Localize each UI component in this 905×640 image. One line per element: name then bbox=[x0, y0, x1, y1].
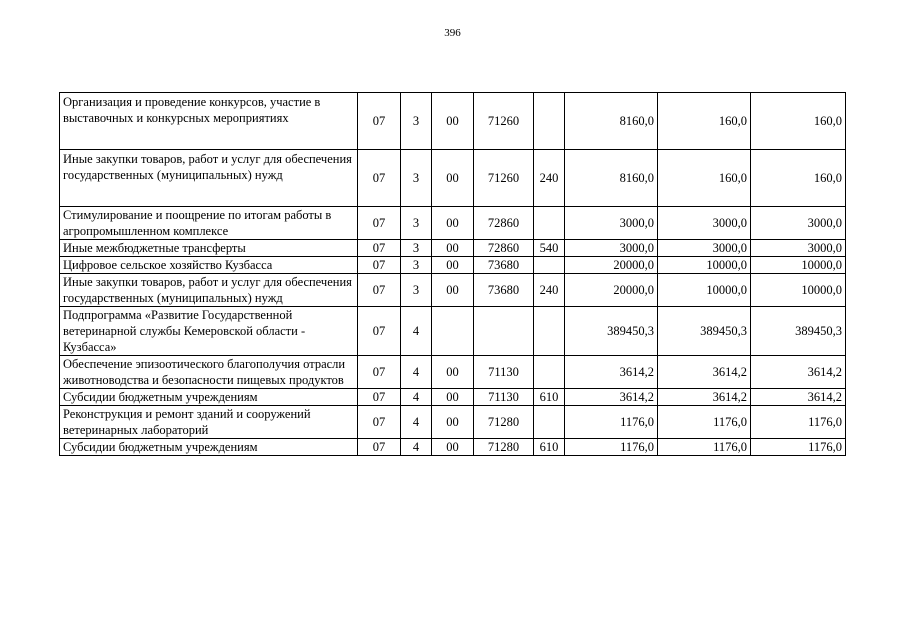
amount-3: 160,0 bbox=[751, 93, 846, 150]
subsection-code: 3 bbox=[401, 240, 432, 257]
amount-2: 3000,0 bbox=[658, 207, 751, 240]
article-code: 71280 bbox=[474, 439, 534, 456]
amount-3: 10000,0 bbox=[751, 274, 846, 307]
amount-1: 20000,0 bbox=[565, 274, 658, 307]
section-code: 07 bbox=[358, 356, 401, 389]
expense-type-code bbox=[534, 93, 565, 150]
section-code: 07 bbox=[358, 93, 401, 150]
article-code: 71260 bbox=[474, 93, 534, 150]
amount-1: 1176,0 bbox=[565, 406, 658, 439]
table-row bbox=[60, 274, 846, 307]
row-name: Цифровое сельское хозяйство Кузбасса bbox=[60, 257, 358, 274]
expense-type-code: 610 bbox=[534, 389, 565, 406]
article-code: 71130 bbox=[474, 356, 534, 389]
subsection-code: 3 bbox=[401, 207, 432, 240]
program-code: 00 bbox=[432, 240, 474, 257]
section-code: 07 bbox=[358, 439, 401, 456]
program-code: 00 bbox=[432, 207, 474, 240]
amount-2: 3614,2 bbox=[658, 389, 751, 406]
article-code: 72860 bbox=[474, 240, 534, 257]
table-row bbox=[60, 307, 846, 356]
section-code: 07 bbox=[358, 307, 401, 356]
section-code: 07 bbox=[358, 240, 401, 257]
row-name: Субсидии бюджетным учреждениям bbox=[60, 439, 358, 456]
program-code: 00 bbox=[432, 257, 474, 274]
subsection-code: 3 bbox=[401, 274, 432, 307]
amount-2: 389450,3 bbox=[658, 307, 751, 356]
expense-type-code: 540 bbox=[534, 240, 565, 257]
article-code: 73680 bbox=[474, 274, 534, 307]
article-code: 71280 bbox=[474, 406, 534, 439]
expense-type-code bbox=[534, 257, 565, 274]
program-code: 00 bbox=[432, 406, 474, 439]
section-code: 07 bbox=[358, 389, 401, 406]
article-code: 72860 bbox=[474, 207, 534, 240]
row-name: Обеспечение эпизоотического благополучия отрасли животноводства и безопасности пищевых продуктов bbox=[60, 356, 358, 389]
table-row bbox=[60, 207, 846, 240]
amount-2: 10000,0 bbox=[658, 274, 751, 307]
subsection-code: 3 bbox=[401, 93, 432, 150]
amount-1: 3000,0 bbox=[565, 207, 658, 240]
amount-1: 20000,0 bbox=[565, 257, 658, 274]
subsection-code: 3 bbox=[401, 257, 432, 274]
subsection-code: 4 bbox=[401, 356, 432, 389]
row-name: Организация и проведение конкурсов, участие в выставочных и конкурсных мероприятиях bbox=[60, 93, 358, 150]
expense-type-code: 240 bbox=[534, 274, 565, 307]
amount-2: 1176,0 bbox=[658, 406, 751, 439]
amount-3: 1176,0 bbox=[751, 439, 846, 456]
expense-type-code bbox=[534, 406, 565, 439]
amount-2: 1176,0 bbox=[658, 439, 751, 456]
section-code: 07 bbox=[358, 274, 401, 307]
program-code: 00 bbox=[432, 150, 474, 207]
article-code bbox=[474, 307, 534, 356]
amount-1: 3614,2 bbox=[565, 356, 658, 389]
row-name: Иные закупки товаров, работ и услуг для обеспечения государственных (муниципальных) нужд bbox=[60, 274, 358, 307]
row-name: Стимулирование и поощрение по итогам работы в агропромышленном комплексе bbox=[60, 207, 358, 240]
amount-3: 389450,3 bbox=[751, 307, 846, 356]
section-code: 07 bbox=[358, 207, 401, 240]
program-code: 00 bbox=[432, 356, 474, 389]
amount-1: 3000,0 bbox=[565, 240, 658, 257]
section-code: 07 bbox=[358, 406, 401, 439]
amount-1: 8160,0 bbox=[565, 150, 658, 207]
amount-2: 160,0 bbox=[658, 93, 751, 150]
program-code: 00 bbox=[432, 274, 474, 307]
table-row bbox=[60, 240, 846, 257]
table-row bbox=[60, 356, 846, 389]
table-row bbox=[60, 389, 846, 406]
table-row bbox=[60, 150, 846, 207]
subsection-code: 4 bbox=[401, 406, 432, 439]
section-code: 07 bbox=[358, 150, 401, 207]
amount-1: 3614,2 bbox=[565, 389, 658, 406]
expense-type-code: 240 bbox=[534, 150, 565, 207]
page-number: 396 bbox=[444, 27, 461, 39]
amount-3: 160,0 bbox=[751, 150, 846, 207]
amount-3: 3614,2 bbox=[751, 356, 846, 389]
article-code: 73680 bbox=[474, 257, 534, 274]
row-name: Реконструкция и ремонт зданий и сооружений ветеринарных лабораторий bbox=[60, 406, 358, 439]
expense-type-code bbox=[534, 356, 565, 389]
table-row bbox=[60, 93, 846, 150]
amount-1: 389450,3 bbox=[565, 307, 658, 356]
row-name: Иные закупки товаров, работ и услуг для обеспечения государственных (муниципальных) нужд bbox=[60, 150, 358, 207]
row-name: Субсидии бюджетным учреждениям bbox=[60, 389, 358, 406]
program-code bbox=[432, 307, 474, 356]
program-code: 00 bbox=[432, 389, 474, 406]
amount-2: 3614,2 bbox=[658, 356, 751, 389]
amount-3: 1176,0 bbox=[751, 406, 846, 439]
budget-table bbox=[59, 92, 846, 456]
amount-3: 3000,0 bbox=[751, 207, 846, 240]
subsection-code: 4 bbox=[401, 439, 432, 456]
subsection-code: 4 bbox=[401, 389, 432, 406]
program-code: 00 bbox=[432, 439, 474, 456]
amount-3: 3000,0 bbox=[751, 240, 846, 257]
expense-type-code bbox=[534, 207, 565, 240]
table-row bbox=[60, 439, 846, 456]
row-name: Подпрограмма «Развитие Государственной ветеринарной службы Кемеровской области - Кузбасса» bbox=[60, 307, 358, 356]
amount-1: 8160,0 bbox=[565, 93, 658, 150]
table-row bbox=[60, 406, 846, 439]
article-code: 71260 bbox=[474, 150, 534, 207]
amount-3: 3614,2 bbox=[751, 389, 846, 406]
amount-2: 160,0 bbox=[658, 150, 751, 207]
expense-type-code: 610 bbox=[534, 439, 565, 456]
subsection-code: 4 bbox=[401, 307, 432, 356]
amount-2: 3000,0 bbox=[658, 240, 751, 257]
amount-3: 10000,0 bbox=[751, 257, 846, 274]
amount-2: 10000,0 bbox=[658, 257, 751, 274]
article-code: 71130 bbox=[474, 389, 534, 406]
expense-type-code bbox=[534, 307, 565, 356]
row-name: Иные межбюджетные трансферты bbox=[60, 240, 358, 257]
program-code: 00 bbox=[432, 93, 474, 150]
section-code: 07 bbox=[358, 257, 401, 274]
table-row bbox=[60, 257, 846, 274]
subsection-code: 3 bbox=[401, 150, 432, 207]
amount-1: 1176,0 bbox=[565, 439, 658, 456]
